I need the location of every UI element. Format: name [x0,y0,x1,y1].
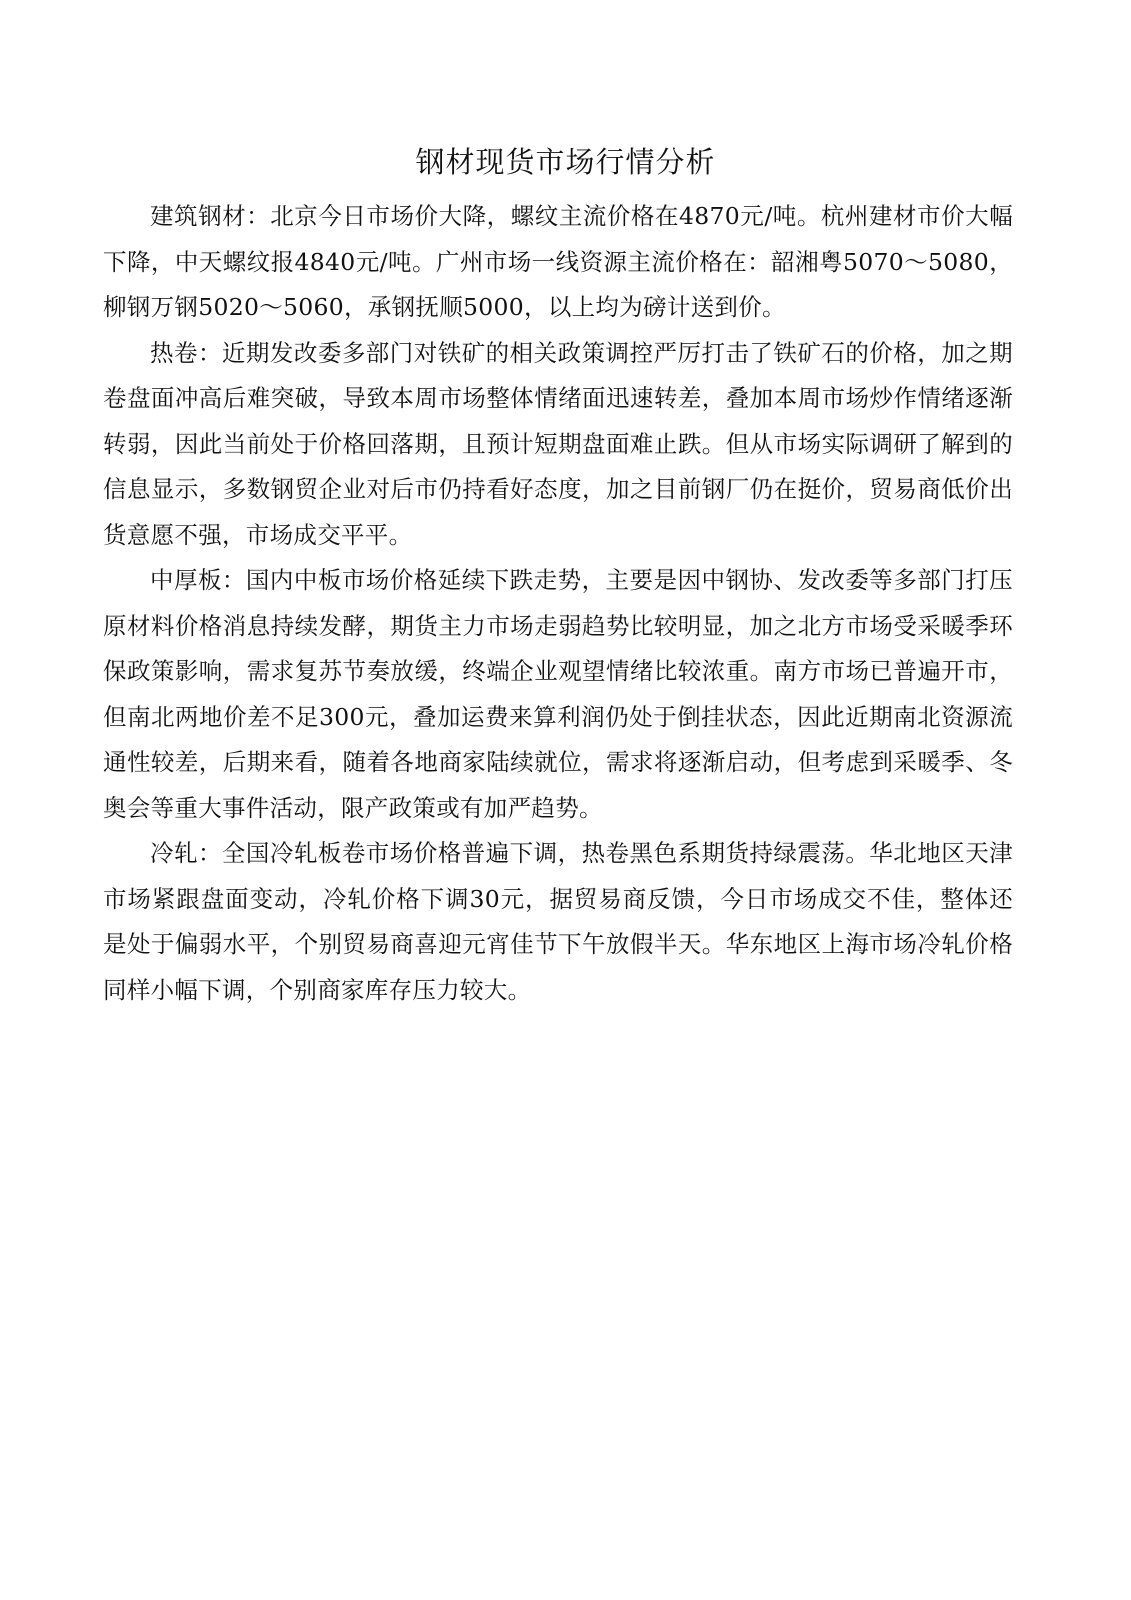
paragraph-cold-rolled: 冷轧：全国冷轧板卷市场价格普遍下调，热卷黑色系期货持绿震荡。华北地区天津市场紧跟盘面变动，冷轧价格下调30元，据贸易商反馈，今日市场成交不佳，整体还是处于偏弱水平，个别贸易商喜迎元宵佳节下午放假半天。华东地区上海市场冷轧价格同样小幅下调，个别商家库存压力较大。 [103,839,1013,1004]
paragraph-medium-heavy-plate: 中厚板：国内中板市场价格延续下跌走势，主要是因中钢协、发改委等多部门打压原材料价格消息持续发酵，期货主力市场走弱趋势比较明显，加之北方市场受采暖季环保政策影响，需求复苏节奏放缓，终端企业观望情绪比较浓重。南方市场已普遍开市，但南北两地价差不足300元，叠加运费来算利润仍处于倒挂状态，因此近期南北资源流通性较差，后期来看，随着各地商家陆续就位，需求将逐渐启动，但考虑到采暖季、冬奥会等重大事件活动，限产政策或有加严趋势。 [103,566,1013,822]
paragraph-hot-rolled-coil: 热卷：近期发改委多部门对铁矿的相关政策调控严厉打击了铁矿石的价格，加之期卷盘面冲高后难突破，导致本周市场整体情绪面迅速转差，叠加本周市场炒作情绪逐渐转弱，因此当前处于价格回落期，且预计短期盘面难止跌。但从市场实际调研了解到的信息显示，多数钢贸企业对后市仍持看好态度，加之目前钢厂仍在挺价，贸易商低价出货意愿不强，市场成交平平。 [103,338,1013,549]
document-title: 钢材现货市场行情分析 [415,145,716,179]
document-body [103,194,1013,1013]
paragraph-construction-steel: 建筑钢材：北京今日市场价大降，螺纹主流价格在4870元/吨。杭州建材市价大幅下降，中天螺纹报4840元/吨。广州市场一线资源主流价格在：韶湘粤5070～5080，柳钢万钢5020～5060，承钢抚顺5000，以上均为磅计送到价。 [103,202,1013,321]
